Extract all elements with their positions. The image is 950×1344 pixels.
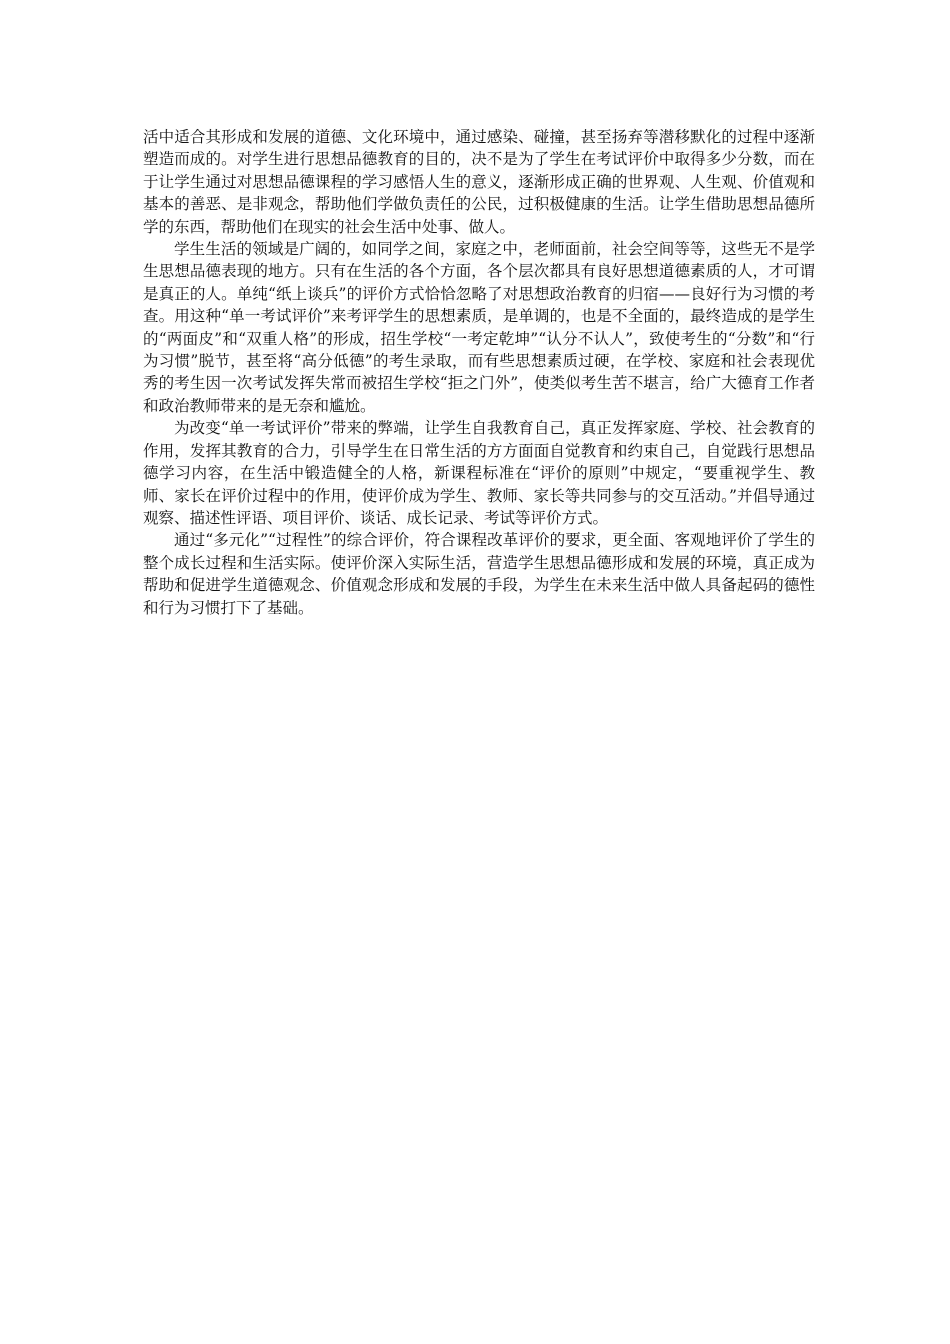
document-body (143, 126, 815, 619)
paragraph-3: 为改变“单一考试评价”带来的弊端，让学生自我教育自己，真正发挥家庭、学校、社会教育的作用，发挥其教育的合力，引导学生在日常生活的方方面面自觉教育和约束自己，自觉践行思想品德学习内容，在生活中锻造健全的人格，新课程标准在“评价的原则”中规定，“要重视学生、教师、家长在评价过程中的作用，使评价成为学生、教师、家长等共同参与的交互活动。”并倡导通过观察、描述性评语、项目评价、谈话、成长记录、考试等评价方式。 (143, 419, 815, 527)
paragraph-4: 通过“多元化”“过程性”的综合评价，符合课程改革评价的要求，更全面、客观地评价了学生的整个成长过程和生活实际。使评价深入实际生活，营造学生思想品德形成和发展的环境，真正成为帮助和促进学生道德观念、价值观念形成和发展的手段，为学生在未来生活中做人具备起码的德性和行为习惯打下了基础。 (143, 531, 815, 617)
paragraph-2: 学生生活的领域是广阔的，如同学之间，家庭之中，老师面前，社会空间等等，这些无不是学生思想品德表现的地方。只有在生活的各个方面，各个层次都具有良好思想道德素质的人，才可谓是真正的人。单纯“纸上谈兵”的评价方式恰恰忽略了对思想政治教育的归宿——良好行为习惯的考查。用这种“单一考试评价”来考评学生的思想素质，是单调的，也是不全面的，最终造成的是学生的“两面皮”和“双重人格”的形成，招生学校“一考定乾坤”“认分不认人”，致使考生的“分数”和“行为习惯”脱节，甚至将“高分低德”的考生录取，而有些思想素质过硬，在学校、家庭和社会表现优秀的考生因一次考试发挥失常而被招生学校“拒之门外”，使类似考生苦不堪言，给广大德育工作者和政治教师带来的是无奈和尴尬。 (143, 240, 815, 415)
paragraph-1: 活中适合其形成和发展的道德、文化环境中，通过感染、碰撞，甚至扬弃等潜移默化的过程中逐渐塑造而成的。对学生进行思想品德教育的目的，决不是为了学生在考试评价中取得多少分数，而在于让学生通过对思想品德课程的学习感悟人生的意义，逐渐形成正确的世界观、人生观、价值观和基本的善恶、是非观念，帮助他们学做负责任的公民，过积极健康的生活。让学生借助思想品德所学的东西，帮助他们在现实的社会生活中处事、做人。 (143, 128, 815, 236)
